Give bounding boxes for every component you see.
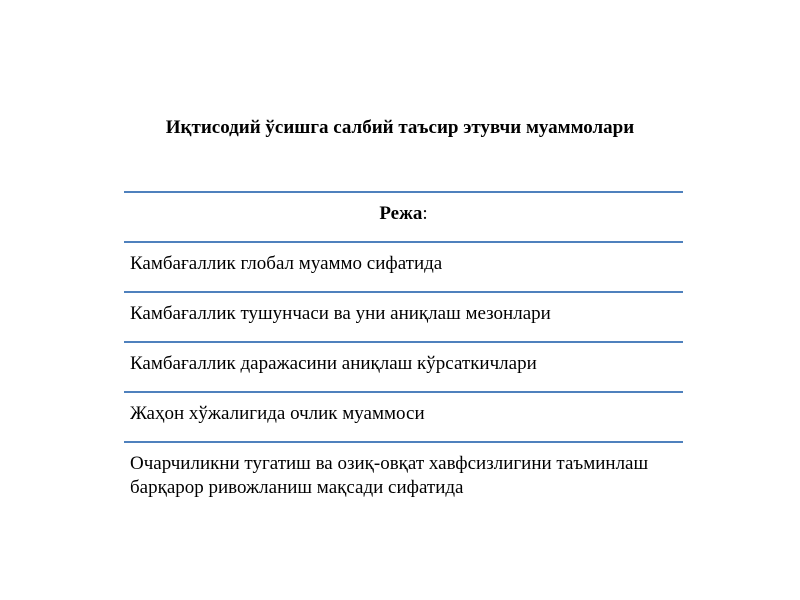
plan-item-2: Камбағаллик тушунчаси ва уни аниқлаш мезонлари — [124, 293, 683, 343]
slide-title: Иқтисодий ўсишга салбий таъсир этувчи муаммолари — [165, 117, 635, 138]
plan-table — [124, 191, 683, 507]
plan-header-row — [124, 191, 683, 243]
plan-item-1: Камбағаллик глобал муаммо сифатида — [124, 243, 683, 293]
plan-item-5: Очарчиликни тугатиш ва озиқ-овқат хавфсизлигини таъминлаш барқарор ривожланиш мақсади сифатида — [130, 453, 649, 498]
plan-item-4: Жаҳон хўжалигида очлик муаммоси — [124, 393, 683, 443]
plan-header-colon: : — [422, 203, 428, 224]
plan-header-label: Режа — [379, 203, 423, 224]
plan-item-3: Камбағаллик даражасини аниқлаш кўрсаткичлари — [124, 343, 683, 393]
